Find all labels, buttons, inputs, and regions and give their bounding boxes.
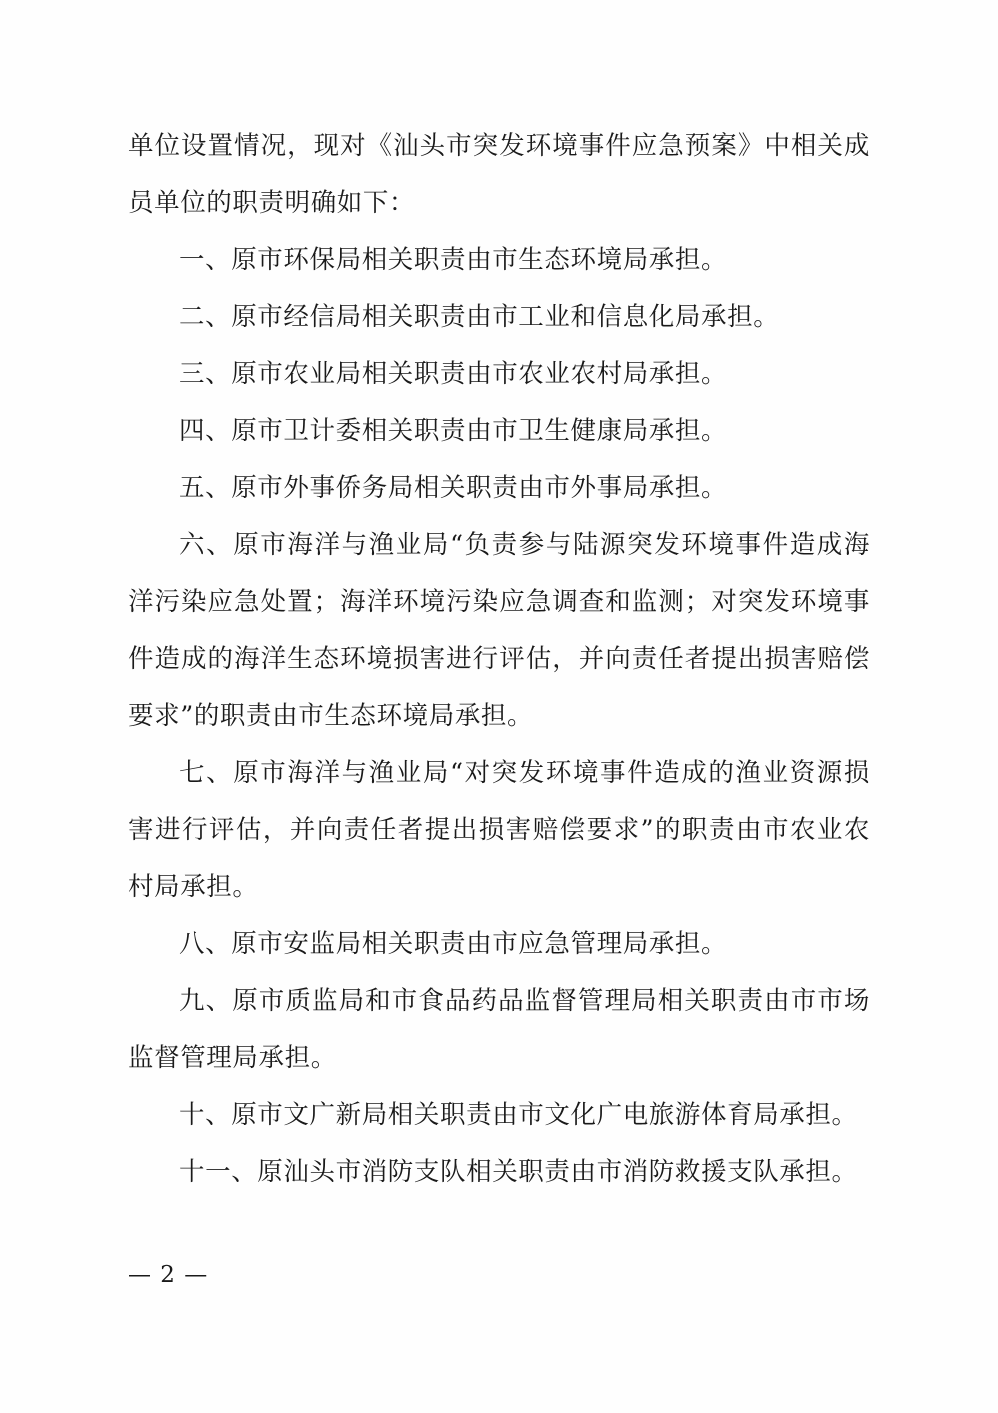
page-number: — 2 —	[128, 1262, 209, 1288]
paragraph-item-2: 二、原市经信局相关职责由市工业和信息化局承担。	[179, 302, 780, 332]
paragraph-item-3: 三、原市农业局相关职责由市农业农村局承担。	[179, 359, 728, 389]
paragraph-continuation: 单位设置情况，现对《汕头市突发环境事件应急预案》中相关成员单位的职责明确如下：	[128, 131, 870, 218]
paragraph-item-11: 十一、原汕头市消防支队相关职责由市消防救援支队承担。	[179, 1157, 858, 1187]
paragraph-item-9: 九、原市质监局和市食品药品监督管理局相关职责由市市场监督管理局承担。	[128, 986, 870, 1073]
paragraph-item-8: 八、原市安监局相关职责由市应急管理局承担。	[179, 929, 728, 959]
paragraph-item-1: 一、原市环保局相关职责由市生态环境局承担。	[179, 245, 728, 275]
paragraph-item-7: 七、原市海洋与渔业局“对突发环境事件造成的渔业资源损害进行评估，并向责任者提出损害赔偿要求”的职责由市农业农村局承担。	[128, 758, 870, 902]
paragraph-item-4: 四、原市卫计委相关职责由市卫生健康局承担。	[179, 416, 728, 446]
paragraph-item-5: 五、原市外事侨务局相关职责由市外事局承担。	[179, 473, 728, 503]
paragraph-item-10: 十、原市文广新局相关职责由市文化广电旅游体育局承担。	[179, 1100, 858, 1130]
paragraph-item-6: 六、原市海洋与渔业局“负责参与陆源突发环境事件造成海洋污染应急处置；海洋环境污染应急调查和监测；对突发环境事件造成的海洋生态环境损害进行评估，并向责任者提出损害赔偿要求”的职责由市生态环境局承担。	[128, 530, 870, 731]
document-body	[128, 118, 870, 1201]
